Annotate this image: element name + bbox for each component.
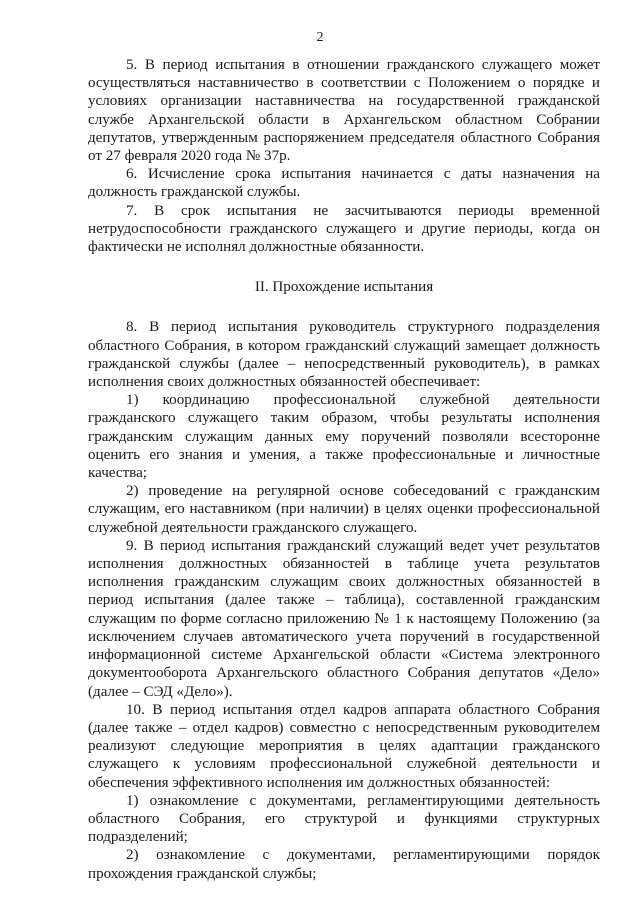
- paragraph-10-item-2: 2) ознакомление с документами, регламентирующими порядок прохождения гражданской службы;: [88, 847, 600, 882]
- paragraph-8: 8. В период испытания руководитель структурного подразделения областного Собрания, в котором гражданский служащий замещает должность гражданской службы (далее – непосредственный руководитель), в рамках исполнения своих должностных обязанностей обеспечивает:: [88, 319, 600, 391]
- document-body: [88, 56, 600, 883]
- paragraph-8-item-2: 2) проведение на регулярной основе собеседований с гражданским служащим, его наставником (при наличии) в целях оценки профессиональной служебной деятельности гражданского служащего.: [88, 483, 600, 536]
- paragraph-9: 9. В период испытания гражданский служащий ведет учет результатов исполнения должностных обязанностей в таблице учета результатов исполнения гражданским служащим своих должностных обязанностей в период испытания (далее также – таблица), составленной гражданским служащим по форме согласно приложению № 1 к настоящему Положению (за исключением случаев автоматического учета поручений в государственной информационной системе Архангельской области «Система электронного документооборота Архангельского областного Собрания депутатов «Дело» (далее – СЭД «Дело»).: [88, 537, 600, 700]
- paragraph-6: 6. Исчисление срока испытания начинается с даты назначения на должность гражданской службы.: [88, 166, 600, 201]
- paragraph-8-item-1: 1) координацию профессиональной служебной деятельности гражданского служащего таким образом, чтобы результаты исполнения гражданским служащим данных ему поручений позволяли всесторонне оценить его знания и умения, а также профессиональные и личностные качества;: [88, 392, 600, 482]
- page-number: 2: [316, 30, 324, 45]
- paragraph-10-item-1: 1) ознакомление с документами, регламентирующими деятельность областного Собрания, его структурой и функциями структурных подразделений;: [88, 792, 600, 846]
- section-heading: II. Прохождение испытания: [254, 279, 434, 296]
- paragraph-10: 10. В период испытания отдел кадров аппарата областного Собрания (далее также – отдел кадров) совместно с непосредственным руководителем реализуют следующие мероприятия в целях адаптации гражданского служащего к условиям профессиональной служебной деятельности и обеспечения эффективного исполнения им должностных обязанностей:: [88, 701, 600, 791]
- paragraph-5: 5. В период испытания в отношении гражданского служащего может осуществляться наставничество в соответствии с Положением о порядке и условиях организации наставничества на государственной гражданской службе Архангельской области в Архангельском областном Собрании депутатов, утвержденным распоряжением председателя областного Собрания от 27 февраля 2020 года № 37р.: [88, 57, 600, 165]
- paragraph-7: 7. В срок испытания не засчитываются периоды временной нетрудоспособности гражданского служащего и другие периоды, когда он фактически не исполнял должностные обязанности.: [88, 202, 600, 256]
